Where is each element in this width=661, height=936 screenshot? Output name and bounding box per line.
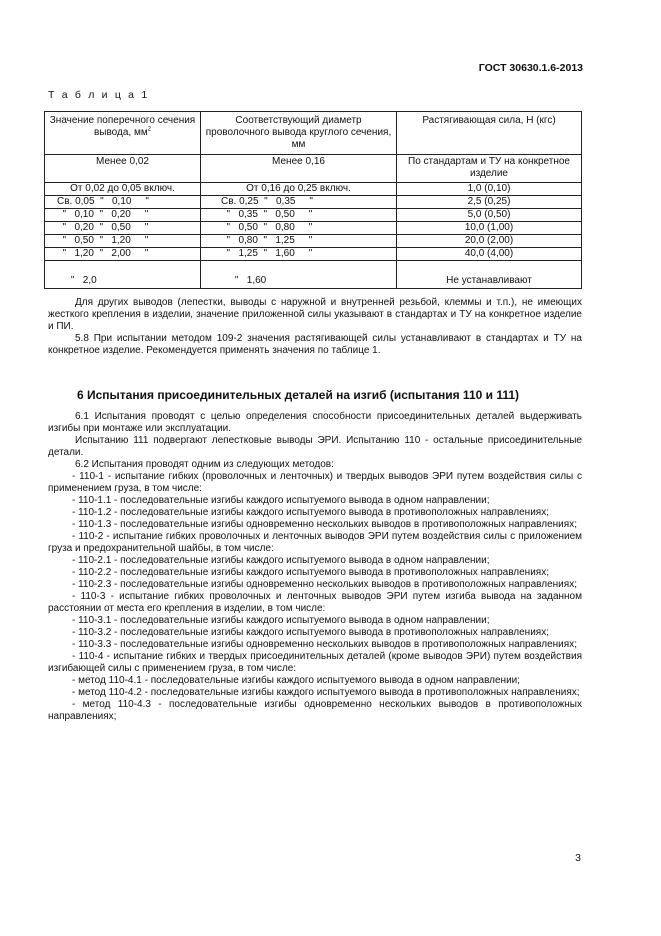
table-cell: " 0,50 " 0,80 " xyxy=(201,222,397,235)
table-cell: " 1,60 xyxy=(201,261,397,289)
table-cell: 5,0 (0,50) xyxy=(397,209,582,222)
col1-header: Значение поперечного сечения вывода, $мм^2$ xyxy=(45,112,201,155)
list-item: - 110-1 - испытание гибких (проволочных и ленточных) и твердых выводов ЭРИ путем воздействия силы с применением груза, в том числе: xyxy=(48,471,582,494)
table-cell: " 1,25 " 1,60 " xyxy=(201,248,397,261)
table-cell: " 0,10 " 0,20 " xyxy=(45,209,201,222)
table-cell: " 1,20 " 2,00 " xyxy=(45,248,201,261)
paragraphs-after-table xyxy=(48,297,582,357)
table-cell: Св. 0,05 " 0,10 " xyxy=(45,196,201,209)
list-item: - 110-2.2 - последовательные изгибы каждого испытуемого вывода в противоположных направлениях; xyxy=(72,567,549,578)
table-row xyxy=(45,261,582,289)
pull-force-table xyxy=(44,111,582,289)
table-cell: Менее 0,16 xyxy=(201,155,397,183)
table-cell: Св. 0,25 " 0,35 " xyxy=(201,196,397,209)
section-body xyxy=(48,411,582,723)
table-cell: Не устанавливают xyxy=(397,261,582,289)
table-cell: " 0,35 " 0,50 " xyxy=(201,209,397,222)
table-cell: " 2,0 xyxy=(45,261,201,289)
document-id: ГОСТ 30630.1.6-2013 xyxy=(478,62,583,74)
list-item: - 110-2.1 - последовательные изгибы каждого испытуемого вывода в одном направлении; xyxy=(72,555,490,566)
list-item: - метод 110-4.1 - последовательные изгибы каждого испытуемого вывода в одном направлении; xyxy=(72,675,521,686)
table-header-row xyxy=(45,112,582,155)
table-row xyxy=(45,196,582,209)
paragraph: Испытанию 111 подвергают лепестковые выводы ЭРИ. Испытанию 110 - остальные присоединительные детали. xyxy=(48,435,582,458)
list-item: - 110-1.1 - последовательные изгибы каждого испытуемого вывода в одном направлении; xyxy=(72,495,490,506)
table-cell: " 0,50 " 1,20 " xyxy=(45,235,201,248)
table-cell: 10,0 (1,00) xyxy=(397,222,582,235)
table-row xyxy=(45,209,582,222)
table-cell: Менее 0,02 xyxy=(45,155,201,183)
table-cell: " 0,80 " 1,25 " xyxy=(201,235,397,248)
list-item: - метод 110-4.2 - последовательные изгибы каждого испытуемого вывода в противоположных направлениях; xyxy=(72,687,580,698)
table-row xyxy=(45,235,582,248)
list-item: - 110-1.2 - последовательные изгибы каждого испытуемого вывода в противоположных направлениях; xyxy=(72,507,549,518)
table-cell: " 0,20 " 0,50 " xyxy=(45,222,201,235)
list-item: - метод 110-4.3 - последовательные изгибы одновременно нескольких выводов в противоположных направлениях; xyxy=(48,699,582,722)
table-cell: 20,0 (2,00) xyxy=(397,235,582,248)
table-cell: От 0,16 до 0,25 включ. xyxy=(201,183,397,196)
paragraph: 6.1 Испытания проводят с целью определения способности присоединительных деталей выдерживать изгибы при монтаже или эксплуатации. xyxy=(48,411,582,434)
col2-header: Соответствующий диаметр проволочного вывода круглого сечения, мм xyxy=(201,112,397,155)
table-row xyxy=(45,222,582,235)
table-caption: Т а б л и ц а 1 xyxy=(48,89,150,101)
list-item: - 110-3.2 - последовательные изгибы каждого испытуемого вывода в противоположных направлениях; xyxy=(72,627,549,638)
table-cell: 40,0 (4,00) xyxy=(397,248,582,261)
paragraph: Для других выводов (лепестки, выводы с наружной и внутренней резьбой, клеммы и т.п.), не имеющих жесткого крепления в изделии, значение приложенной силы указывают в стандартах и ТУ на конкретное изделие и ПИ. xyxy=(48,297,582,332)
table-row xyxy=(45,155,582,183)
list-item: - 110-1.3 - последовательные изгибы одновременно нескольких выводов в противоположных направлениях; xyxy=(72,519,577,530)
list-item: - 110-3 - испытание гибких проволочных и ленточных выводов ЭРИ путем изгиба вывода на заданном расстоянии от места его крепления в изделии, в том числе: xyxy=(48,591,582,614)
section-title: 6 Испытания присоединительных деталей на изгиб (испытания 110 и 111) xyxy=(77,388,520,402)
table-cell: 2,5 (0,25) xyxy=(397,196,582,209)
list-item: - 110-3.1 - последовательные изгибы каждого испытуемого вывода в одном направлении; xyxy=(72,615,490,626)
table-cell: 1,0 (0,10) xyxy=(397,183,582,196)
list-item: - 110-4 - испытание гибких и твердых присоединительных деталей (кроме выводов ЭРИ) путем воздействия изгибающей силы с применением груза, в том числе: xyxy=(48,651,582,674)
table-cell: По стандартам и ТУ на конкретное изделие xyxy=(397,155,582,183)
list-item: - 110-2 - испытание гибких проволочных и ленточных выводов ЭРИ путем воздействия силы с приложением груза и предохранительной шайбы, в том числе: xyxy=(48,531,582,554)
table-cell: От 0,02 до 0,05 включ. xyxy=(45,183,201,196)
page-number: 3 xyxy=(575,852,581,864)
list-item: - 110-2.3 - последовательные изгибы одновременно нескольких выводов в противоположных направлениях; xyxy=(72,579,577,590)
paragraph: 6.2 Испытания проводят одним из следующих методов: xyxy=(75,459,334,470)
paragraph: 5.8 При испытании методом 109-2 значения растягивающей силы устанавливают в стандартах и ТУ на конкретное изделие. Рекомендуется применять значения по таблице 1. xyxy=(48,333,582,356)
col3-header: Растягивающая сила, Н (кгс) xyxy=(397,112,582,155)
list-item: - 110-3.3 - последовательные изгибы одновременно нескольких выводов в противоположных направлениях; xyxy=(72,639,577,650)
table-row xyxy=(45,183,582,196)
table-row xyxy=(45,248,582,261)
